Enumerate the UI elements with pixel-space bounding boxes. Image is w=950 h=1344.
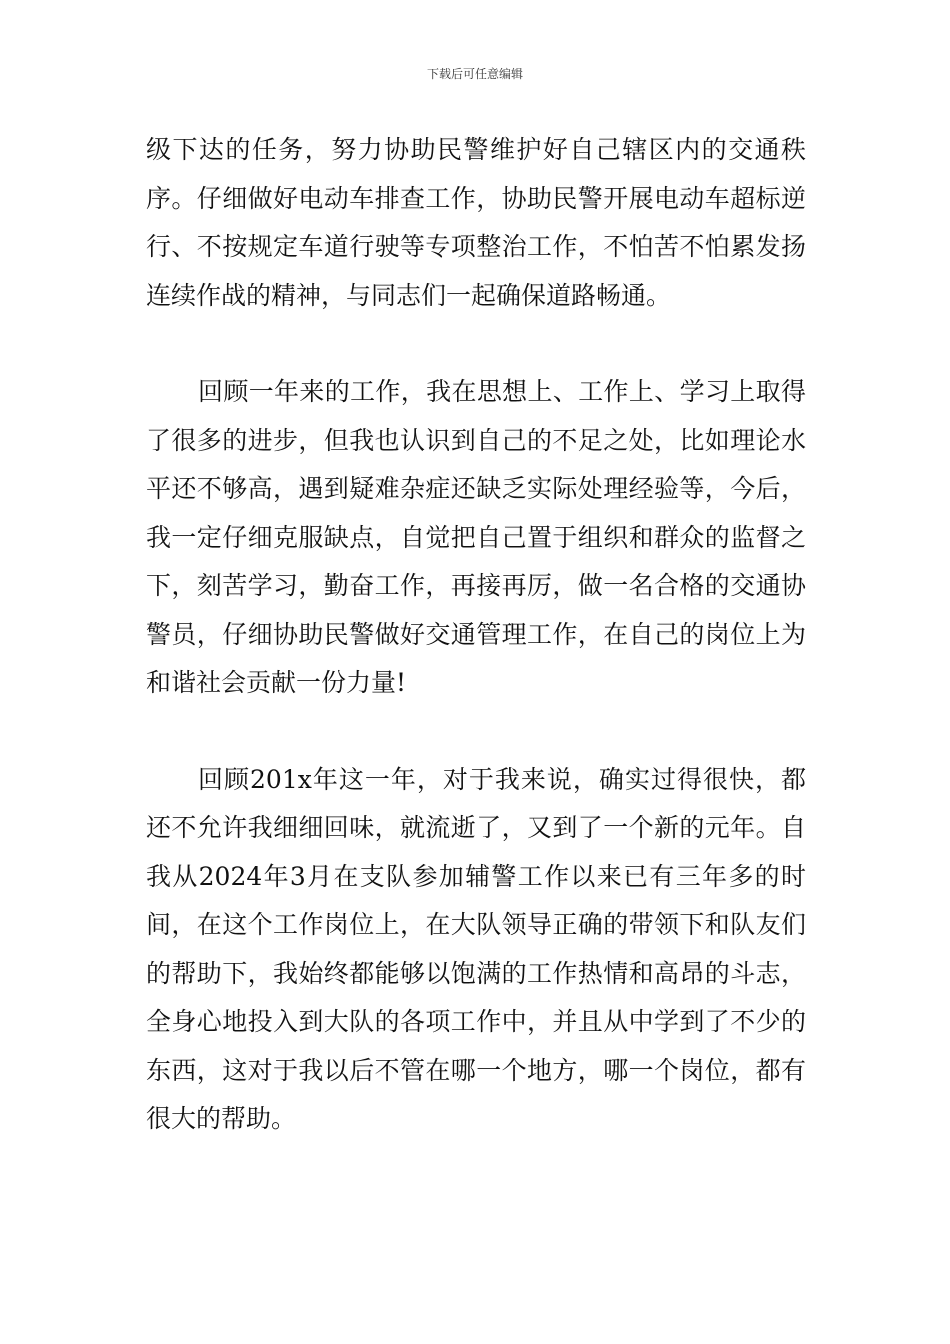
paragraph-1: 级下达的任务，努力协助民警维护好自己辖区内的交通秩序。仔细做好电动车排查工作，协助民警开展电动车超标逆行、不按规定车道行驶等专项整治工作，不怕苦不怕累发扬连续作战的精神，与同志们一起确保道路畅通。 — [146, 135, 806, 310]
page-header: 下载后可任意编辑 — [426, 67, 523, 81]
document-body — [146, 126, 806, 1144]
paragraph-2: 回顾一年来的工作，我在思想上、工作上、学习上取得了很多的进步，但我也认识到自己的不足之处，比如理论水平还不够高，遇到疑难杂症还缺乏实际处理经验等，今后，我一定仔细克服缺点，自觉把自己置于组织和群众的监督之下，刻苦学习，勤奋工作，再接再厉，做一名合格的交通协警员，仔细协助民警做好交通管理工作，在自己的岗位上为和谐社会贡献一份力量! — [146, 377, 806, 697]
paragraph-3: 回顾201x年这一年，对于我来说，确实过得很快，都还不允许我细细回味，就流逝了，又到了一个新的元年。自我从2024年3月在支队参加辅警工作以来已有三年多的时间，在这个工作岗位上，在大队领导正确的带领下和队友们的帮助下，我始终都能够以饱满的工作热情和高昂的斗志，全身心地投入到大队的各项工作中，并且从中学到了不少的东西，这对于我以后不管在哪一个地方，哪一个岗位，都有很大的帮助。 — [146, 764, 806, 1133]
